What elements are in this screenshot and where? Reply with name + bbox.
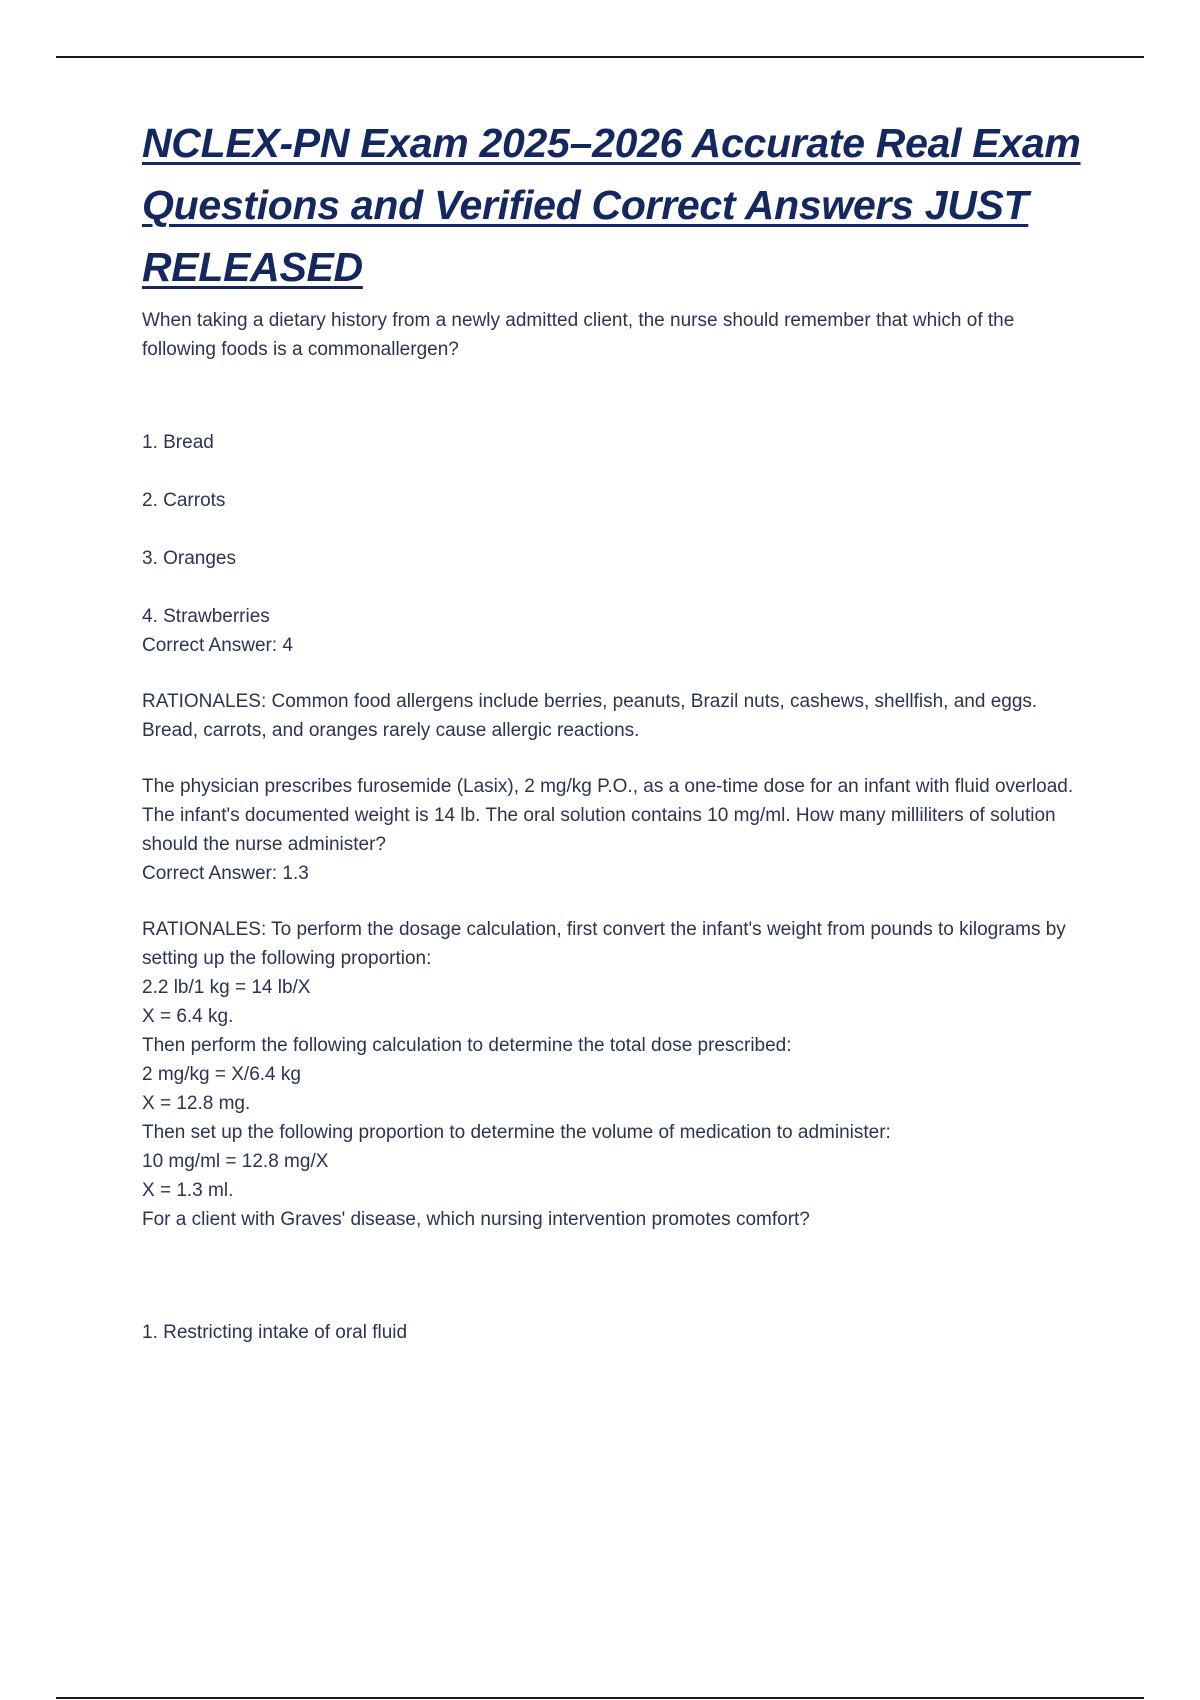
question-2-answer: Correct Answer: 1.3 — [142, 863, 309, 884]
question-1-option-3: 3. Oranges — [142, 548, 236, 569]
question-1-rationale: RATIONALES: Common food allergens include berries, peanuts, Brazil nuts, cashews, shellfish, and eggs. Bread, carrots, and oranges rarely cause allergic reactions. — [142, 691, 1038, 741]
document-body — [142, 112, 1082, 1347]
rationale-line: 10 mg/ml = 12.8 mg/X — [142, 1151, 329, 1172]
question-1-text: When taking a dietary history from a newly admitted client, the nurse should remember that which of the following foods is a commonallergen? — [142, 310, 1015, 360]
rationale-line: RATIONALES: To perform the dosage calculation, first convert the infant's weight from pounds to kilograms by setting up the following proportion: — [142, 919, 1066, 969]
rationale-line: X = 1.3 ml. — [142, 1180, 234, 1201]
rationale-line: 2 mg/kg = X/6.4 kg — [142, 1064, 301, 1085]
rationale-line: X = 12.8 mg. — [142, 1093, 251, 1114]
question-2-rationale — [142, 915, 1082, 1205]
question-1-option-2: 2. Carrots — [142, 490, 226, 511]
bottom-rule — [56, 1697, 1144, 1699]
question-3-option-1: 1. Restricting intake of oral fluid — [142, 1322, 408, 1343]
rationale-line: Then set up the following proportion to determine the volume of medication to administer: — [142, 1122, 891, 1143]
rationale-line: X = 6.4 kg. — [142, 1006, 234, 1027]
question-1-option-4: 4. Strawberries — [142, 606, 270, 627]
rationale-line: 2.2 lb/1 kg = 14 lb/X — [142, 977, 311, 998]
question-1-option-1: 1. Bread — [142, 432, 214, 453]
document-title: NCLEX-PN Exam 2025–2026 Accurate Real Exam Questions and Verified Correct Answers JUST RELEASED — [142, 120, 1081, 290]
top-rule — [56, 56, 1144, 58]
question-3-text: For a client with Graves' disease, which nursing intervention promotes comfort? — [142, 1209, 810, 1230]
rationale-line: Then perform the following calculation to determine the total dose prescribed: — [142, 1035, 792, 1056]
question-2-text: The physician prescribes furosemide (Lasix), 2 mg/kg P.O., as a one-time dose for an infant with fluid overload. The infant's documented weight is 14 lb. The oral solution contains 10 mg/ml. How many milliliters of solution should the nurse administer? — [142, 776, 1074, 855]
question-1-answer: Correct Answer: 4 — [142, 635, 293, 656]
